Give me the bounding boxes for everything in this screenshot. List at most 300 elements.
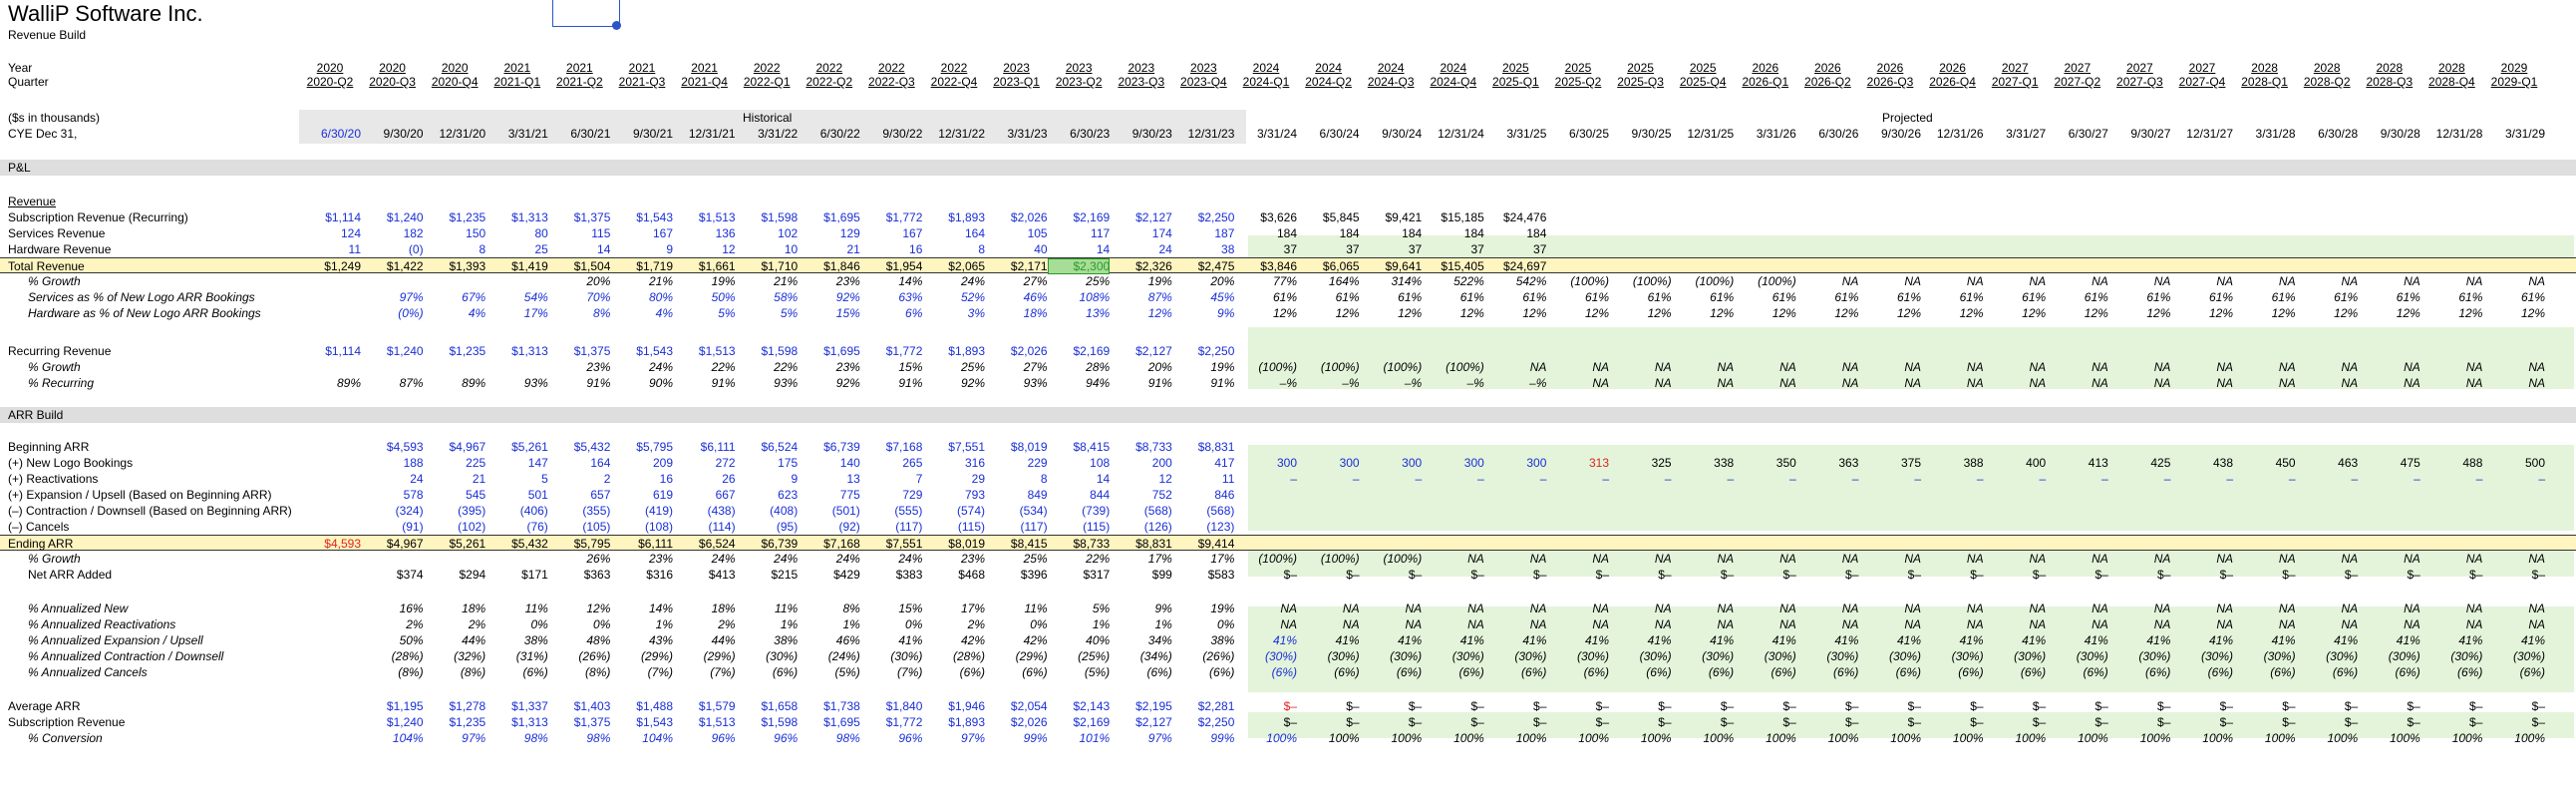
value-cell[interactable]: 225 xyxy=(466,456,486,470)
value-cell[interactable]: NA xyxy=(1342,617,1360,631)
value-cell[interactable]: NA xyxy=(2528,360,2545,374)
quarter-cell[interactable]: 2022-Q1 xyxy=(743,75,791,89)
value-cell[interactable]: 200 xyxy=(1151,456,1172,470)
value-cell[interactable]: $8,733 xyxy=(1135,440,1172,454)
value-cell[interactable]: 12% xyxy=(1710,306,1735,320)
value-cell[interactable]: NA xyxy=(1405,602,1423,615)
value-cell[interactable]: $– xyxy=(2282,699,2296,713)
value-cell[interactable]: 20% xyxy=(1147,360,1172,374)
value-cell[interactable]: $1,579 xyxy=(698,699,736,713)
value-cell[interactable]: (108) xyxy=(644,520,673,534)
year-cell[interactable]: 2026 xyxy=(1752,61,1779,75)
value-cell[interactable]: $– xyxy=(1845,715,1859,729)
value-cell[interactable]: 12% xyxy=(2084,306,2108,320)
value-cell[interactable]: (8%) xyxy=(460,665,486,679)
value-cell[interactable]: 28% xyxy=(1086,360,1111,374)
value-cell[interactable]: $1,772 xyxy=(885,210,923,224)
value-cell[interactable]: (30%) xyxy=(890,649,923,663)
value-cell[interactable]: 41% xyxy=(2520,633,2545,647)
value-cell[interactable]: 0% xyxy=(593,617,611,631)
value-cell[interactable]: 8 xyxy=(978,242,985,256)
value-cell[interactable]: $8,019 xyxy=(1010,440,1048,454)
value-cell[interactable]: (6%) xyxy=(2020,665,2047,679)
value-cell[interactable]: $1,419 xyxy=(511,259,548,273)
value-cell[interactable]: 14% xyxy=(898,274,923,288)
value-cell[interactable]: 400 xyxy=(2026,456,2047,470)
value-cell[interactable]: 23% xyxy=(960,552,985,566)
quarter-cell[interactable]: 2025-Q1 xyxy=(1492,75,1539,89)
quarter-cell[interactable]: 2022-Q4 xyxy=(930,75,978,89)
value-cell[interactable]: $6,111 xyxy=(700,440,736,454)
value-cell[interactable]: 41% xyxy=(1834,633,1859,647)
value-cell[interactable]: 58% xyxy=(774,290,799,304)
value-cell[interactable]: $1,235 xyxy=(449,210,486,224)
value-cell[interactable]: 14 xyxy=(1096,472,1111,486)
value-cell[interactable]: 41% xyxy=(1896,633,1921,647)
date-cell[interactable]: 9/30/20 xyxy=(383,127,424,141)
value-cell[interactable]: $4,967 xyxy=(449,440,486,454)
year-cell[interactable]: 2025 xyxy=(1502,61,1529,75)
value-cell[interactable]: NA xyxy=(1966,617,1984,631)
value-cell[interactable]: 229 xyxy=(1027,456,1048,470)
value-cell[interactable]: 17% xyxy=(1210,552,1235,566)
quarter-cell[interactable]: 2025-Q3 xyxy=(1617,75,1664,89)
value-cell[interactable]: $1,772 xyxy=(885,344,923,358)
value-cell[interactable]: $8,415 xyxy=(1010,537,1048,551)
value-cell[interactable]: (6%) xyxy=(1833,665,1859,679)
value-cell[interactable]: 140 xyxy=(839,456,860,470)
value-cell[interactable]: (395) xyxy=(458,504,486,518)
value-cell[interactable]: 11% xyxy=(1024,602,1048,615)
value-cell[interactable]: 388 xyxy=(1963,456,1984,470)
quarter-cell[interactable]: 2026-Q4 xyxy=(1929,75,1976,89)
date-cell[interactable]: 3/31/24 xyxy=(1256,127,1297,141)
value-cell[interactable]: 12% xyxy=(2334,306,2359,320)
value-cell[interactable]: 300 xyxy=(1526,456,1547,470)
value-cell[interactable]: NA xyxy=(2153,602,2171,615)
value-cell[interactable]: 23% xyxy=(586,360,611,374)
value-cell[interactable]: 41% xyxy=(898,633,923,647)
value-cell[interactable]: $1,840 xyxy=(885,699,923,713)
value-cell[interactable]: 167 xyxy=(652,226,673,240)
value-cell[interactable]: 89% xyxy=(462,376,486,390)
quarter-cell[interactable]: 2023-Q2 xyxy=(1055,75,1103,89)
year-cell[interactable]: 2024 xyxy=(1440,61,1467,75)
value-cell[interactable]: 849 xyxy=(1027,488,1048,502)
value-cell[interactable]: 93% xyxy=(523,376,548,390)
value-cell[interactable]: 100% xyxy=(1766,731,1796,745)
value-cell[interactable]: $2,195 xyxy=(1135,699,1172,713)
value-cell[interactable]: $7,168 xyxy=(885,440,923,454)
value-cell[interactable]: 164 xyxy=(964,226,985,240)
quarter-cell[interactable]: 2027-Q4 xyxy=(2178,75,2226,89)
value-cell[interactable]: (6%) xyxy=(2457,665,2483,679)
value-cell[interactable]: 27% xyxy=(1023,274,1048,288)
value-cell[interactable]: $8,831 xyxy=(1135,537,1172,551)
value-cell[interactable]: NA xyxy=(1841,360,1859,374)
value-cell[interactable]: $2,026 xyxy=(1010,715,1048,729)
value-cell[interactable]: 37 xyxy=(1470,242,1484,256)
value-cell[interactable]: $316 xyxy=(646,568,673,582)
value-cell[interactable]: 41% xyxy=(1584,633,1609,647)
value-cell[interactable]: (6%) xyxy=(1022,665,1048,679)
value-cell[interactable]: (26%) xyxy=(578,649,611,663)
value-cell[interactable]: 92% xyxy=(960,376,985,390)
year-cell[interactable]: 2022 xyxy=(753,61,781,75)
value-cell[interactable]: 61% xyxy=(1710,290,1735,304)
value-cell[interactable]: 61% xyxy=(2334,290,2359,304)
value-cell[interactable]: (6%) xyxy=(2270,665,2296,679)
value-cell[interactable]: NA xyxy=(2465,274,2483,288)
value-cell[interactable]: NA xyxy=(2153,274,2171,288)
date-cell[interactable]: 3/31/23 xyxy=(1007,127,1048,141)
value-cell[interactable]: (100%) xyxy=(1632,274,1672,288)
value-cell[interactable]: (30%) xyxy=(2326,649,2359,663)
value-cell[interactable]: 175 xyxy=(778,456,799,470)
value-cell[interactable]: (6%) xyxy=(2395,665,2420,679)
value-cell[interactable]: 846 xyxy=(1214,488,1235,502)
value-cell[interactable]: 182 xyxy=(403,226,424,240)
value-cell[interactable]: (6%) xyxy=(1708,665,1735,679)
value-cell[interactable]: $– xyxy=(2219,568,2233,582)
value-cell[interactable]: $– xyxy=(2344,568,2359,582)
value-cell[interactable]: 314% xyxy=(1391,274,1423,288)
quarter-cell[interactable]: 2027-Q1 xyxy=(1991,75,2039,89)
value-cell[interactable]: $1,114 xyxy=(325,344,361,358)
value-cell[interactable]: 100% xyxy=(1515,731,1547,745)
value-cell[interactable]: NA xyxy=(2216,617,2233,631)
value-cell[interactable]: 18% xyxy=(711,602,736,615)
value-cell[interactable]: $1,488 xyxy=(636,699,673,713)
value-cell[interactable]: (100%) xyxy=(1383,552,1423,566)
value-cell[interactable]: (28%) xyxy=(952,649,985,663)
value-cell[interactable]: (30%) xyxy=(2076,649,2108,663)
value-cell[interactable]: (30%) xyxy=(1702,649,1735,663)
value-cell[interactable]: 272 xyxy=(715,456,736,470)
value-cell[interactable]: $– xyxy=(1533,715,1547,729)
value-cell[interactable]: $2,171 xyxy=(1010,259,1048,273)
value-cell[interactable]: 2% xyxy=(718,617,736,631)
value-cell[interactable]: NA xyxy=(1779,617,1796,631)
value-cell[interactable]: NA xyxy=(2092,617,2108,631)
value-cell[interactable]: $– xyxy=(1470,715,1484,729)
value-cell[interactable]: $6,739 xyxy=(823,440,860,454)
year-cell[interactable]: 2027 xyxy=(2188,61,2216,75)
value-cell[interactable]: 300 xyxy=(1276,456,1297,470)
value-cell[interactable]: 91% xyxy=(711,376,736,390)
value-cell[interactable]: (30%) xyxy=(2138,649,2171,663)
value-cell[interactable]: 338 xyxy=(1714,456,1735,470)
year-cell[interactable]: 2027 xyxy=(2001,61,2029,75)
value-cell[interactable]: 23% xyxy=(648,552,673,566)
quarter-cell[interactable]: 2020-Q2 xyxy=(306,75,354,89)
value-cell[interactable]: $– xyxy=(1970,715,1984,729)
value-cell[interactable]: (30%) xyxy=(2450,649,2483,663)
value-cell[interactable]: 41% xyxy=(2271,633,2296,647)
value-cell[interactable]: 578 xyxy=(403,488,424,502)
value-cell[interactable]: NA xyxy=(1966,602,1984,615)
value-cell[interactable]: (30%) xyxy=(2512,649,2545,663)
value-cell[interactable]: 12% xyxy=(1771,306,1796,320)
value-cell[interactable]: 100% xyxy=(2327,731,2359,745)
value-cell[interactable]: – xyxy=(1290,472,1297,486)
value-cell[interactable]: $– xyxy=(1470,699,1484,713)
value-cell[interactable]: $2,300 xyxy=(1073,259,1111,273)
value-cell[interactable]: (24%) xyxy=(827,649,860,663)
value-cell[interactable]: 184 xyxy=(1339,226,1360,240)
value-cell[interactable]: 102 xyxy=(778,226,799,240)
value-cell[interactable]: (30%) xyxy=(1888,649,1921,663)
value-cell[interactable]: 117 xyxy=(1091,226,1111,240)
year-cell[interactable]: 2023 xyxy=(1127,61,1155,75)
value-cell[interactable]: 11% xyxy=(524,602,548,615)
value-cell[interactable]: (30%) xyxy=(1327,649,1360,663)
value-cell[interactable]: NA xyxy=(2092,376,2108,390)
date-cell[interactable]: 6/30/27 xyxy=(2068,127,2108,141)
value-cell[interactable]: NA xyxy=(2528,376,2545,390)
value-cell[interactable]: $– xyxy=(1533,699,1547,713)
value-cell[interactable]: 24% xyxy=(711,552,736,566)
value-cell[interactable]: 54% xyxy=(523,290,548,304)
value-cell[interactable]: 450 xyxy=(2275,456,2296,470)
value-cell[interactable]: 41% xyxy=(1398,633,1423,647)
value-cell[interactable]: 6% xyxy=(905,306,923,320)
value-cell[interactable]: $– xyxy=(2157,715,2171,729)
value-cell[interactable]: 12% xyxy=(2146,306,2171,320)
value-cell[interactable]: $– xyxy=(1346,568,1360,582)
value-cell[interactable]: $7,168 xyxy=(823,537,860,551)
value-cell[interactable]: $– xyxy=(2094,699,2108,713)
value-cell[interactable]: 94% xyxy=(1086,376,1111,390)
value-cell[interactable]: 61% xyxy=(1896,290,1921,304)
value-cell[interactable]: (26%) xyxy=(1202,649,1235,663)
value-cell[interactable]: 187 xyxy=(1214,226,1235,240)
value-cell[interactable]: 92% xyxy=(835,376,860,390)
value-cell[interactable]: 9% xyxy=(1154,602,1172,615)
value-cell[interactable]: $429 xyxy=(833,568,860,582)
value-cell[interactable]: 10 xyxy=(784,242,799,256)
value-cell[interactable]: NA xyxy=(2404,360,2420,374)
date-cell[interactable]: 12/31/27 xyxy=(2186,127,2233,141)
value-cell[interactable]: 22% xyxy=(774,360,799,374)
value-cell[interactable]: 37 xyxy=(1533,242,1547,256)
value-cell[interactable]: (115) xyxy=(1083,520,1111,534)
value-cell[interactable]: (32%) xyxy=(454,649,486,663)
date-cell[interactable]: 9/30/26 xyxy=(1880,127,1921,141)
value-cell[interactable]: $1,313 xyxy=(511,344,548,358)
value-cell[interactable]: NA xyxy=(1904,360,1921,374)
value-cell[interactable]: NA xyxy=(1966,360,1984,374)
year-cell[interactable]: 2025 xyxy=(1627,61,1654,75)
value-cell[interactable]: 90% xyxy=(648,376,673,390)
value-cell[interactable]: $– xyxy=(1782,568,1796,582)
value-cell[interactable]: NA xyxy=(2216,602,2233,615)
value-cell[interactable]: NA xyxy=(1904,617,1921,631)
value-cell[interactable]: NA xyxy=(1841,376,1859,390)
value-cell[interactable]: (6%) xyxy=(2145,665,2171,679)
date-cell[interactable]: 9/30/24 xyxy=(1382,127,1423,141)
value-cell[interactable]: 167 xyxy=(902,226,923,240)
value-cell[interactable]: 1% xyxy=(1154,617,1172,631)
value-cell[interactable]: 300 xyxy=(1463,456,1484,470)
value-cell[interactable]: 8% xyxy=(842,602,860,615)
quarter-cell[interactable]: 2022-Q3 xyxy=(868,75,915,89)
value-cell[interactable]: (100%) xyxy=(1258,360,1297,374)
value-cell[interactable]: $– xyxy=(1346,699,1360,713)
value-cell[interactable]: NA xyxy=(2404,376,2420,390)
value-cell[interactable]: (6%) xyxy=(1458,665,1484,679)
value-cell[interactable]: $583 xyxy=(1207,568,1235,582)
value-cell[interactable]: NA xyxy=(2528,274,2545,288)
value-cell[interactable]: 61% xyxy=(1959,290,1984,304)
value-cell[interactable]: NA xyxy=(1467,602,1484,615)
value-cell[interactable]: – xyxy=(1539,472,1547,486)
value-cell[interactable]: 100% xyxy=(2078,731,2108,745)
value-cell[interactable]: NA xyxy=(1280,602,1297,615)
value-cell[interactable]: 91% xyxy=(586,376,611,390)
value-cell[interactable]: 19% xyxy=(1210,602,1235,615)
value-cell[interactable]: 43% xyxy=(648,633,673,647)
date-cell[interactable]: 9/30/22 xyxy=(882,127,923,141)
value-cell[interactable]: $6,111 xyxy=(638,537,673,551)
value-cell[interactable]: $317 xyxy=(1083,568,1111,582)
value-cell[interactable]: NA xyxy=(2528,617,2545,631)
value-cell[interactable]: 48% xyxy=(586,633,611,647)
value-cell[interactable]: (739) xyxy=(1082,504,1111,518)
value-cell[interactable]: 98% xyxy=(835,731,860,745)
value-cell[interactable]: 99% xyxy=(1210,731,1235,745)
value-cell[interactable]: 61% xyxy=(2146,290,2171,304)
value-cell[interactable]: 15% xyxy=(835,306,860,320)
year-cell[interactable]: 2022 xyxy=(940,61,968,75)
value-cell[interactable]: 50% xyxy=(711,290,736,304)
date-cell[interactable]: 9/30/21 xyxy=(632,127,673,141)
value-cell[interactable]: (324) xyxy=(395,504,424,518)
value-cell[interactable]: $294 xyxy=(459,568,486,582)
value-cell[interactable]: 41% xyxy=(1272,633,1297,647)
value-cell[interactable]: (25%) xyxy=(1078,649,1111,663)
value-cell[interactable]: 21% xyxy=(774,274,799,288)
value-cell[interactable]: NA xyxy=(2153,617,2171,631)
value-cell[interactable]: NA xyxy=(1841,274,1859,288)
value-cell[interactable]: $5,432 xyxy=(573,440,611,454)
value-cell[interactable]: 44% xyxy=(462,633,486,647)
value-cell[interactable]: $2,169 xyxy=(1073,210,1111,224)
value-cell[interactable]: 97% xyxy=(462,731,486,745)
value-cell[interactable]: 100% xyxy=(1578,731,1609,745)
date-cell[interactable]: 9/30/27 xyxy=(2130,127,2171,141)
value-cell[interactable]: 22% xyxy=(1086,552,1111,566)
value-cell[interactable]: 61% xyxy=(1335,290,1360,304)
value-cell[interactable]: 100% xyxy=(1703,731,1735,745)
value-cell[interactable]: 41% xyxy=(2022,633,2047,647)
value-cell[interactable]: 12 xyxy=(722,242,736,256)
value-cell[interactable]: 61% xyxy=(2396,290,2420,304)
value-cell[interactable]: 77% xyxy=(1272,274,1297,288)
value-cell[interactable]: $1,403 xyxy=(573,699,611,713)
value-cell[interactable]: NA xyxy=(2029,360,2047,374)
year-cell[interactable]: 2027 xyxy=(2126,61,2153,75)
date-cell[interactable]: 12/31/26 xyxy=(1936,127,1984,141)
value-cell[interactable]: NA xyxy=(2278,617,2296,631)
value-cell[interactable]: 488 xyxy=(2462,456,2483,470)
value-cell[interactable]: NA xyxy=(1904,602,1921,615)
value-cell[interactable]: $1,313 xyxy=(511,210,548,224)
year-cell[interactable]: 2024 xyxy=(1252,61,1280,75)
value-cell[interactable]: 350 xyxy=(1775,456,1796,470)
value-cell[interactable]: 209 xyxy=(652,456,673,470)
value-cell[interactable]: NA xyxy=(2341,602,2359,615)
value-cell[interactable]: NA xyxy=(2404,552,2420,566)
value-cell[interactable]: 25% xyxy=(1023,552,1048,566)
value-cell[interactable]: NA xyxy=(2278,360,2296,374)
value-cell[interactable]: 24 xyxy=(410,472,424,486)
value-cell[interactable]: 12 xyxy=(1158,472,1172,486)
value-cell[interactable]: $2,127 xyxy=(1135,210,1172,224)
value-cell[interactable]: (7%) xyxy=(710,665,736,679)
value-cell[interactable]: $1,738 xyxy=(823,699,860,713)
quarter-cell[interactable]: 2020-Q4 xyxy=(431,75,479,89)
value-cell[interactable]: $1,235 xyxy=(449,715,486,729)
value-cell[interactable]: $1,543 xyxy=(636,715,673,729)
value-cell[interactable]: (123) xyxy=(1206,520,1235,534)
value-cell[interactable]: 61% xyxy=(1522,290,1547,304)
value-cell[interactable]: NA xyxy=(2216,376,2233,390)
value-cell[interactable]: 61% xyxy=(1647,290,1672,304)
value-cell[interactable]: 20% xyxy=(586,274,611,288)
value-cell[interactable]: $– xyxy=(1470,568,1484,582)
value-cell[interactable]: 313 xyxy=(1588,456,1609,470)
value-cell[interactable]: 17% xyxy=(1147,552,1172,566)
value-cell[interactable]: $– xyxy=(2032,699,2047,713)
quarter-cell[interactable]: 2023-Q3 xyxy=(1118,75,1165,89)
value-cell[interactable]: 12% xyxy=(1459,306,1484,320)
value-cell[interactable]: (28%) xyxy=(391,649,424,663)
value-cell[interactable]: $5,795 xyxy=(636,440,673,454)
value-cell[interactable]: NA xyxy=(2029,617,2047,631)
value-cell[interactable]: (6%) xyxy=(2207,665,2233,679)
value-cell[interactable]: $– xyxy=(2469,699,2483,713)
value-cell[interactable]: 41% xyxy=(2334,633,2359,647)
value-cell[interactable]: 752 xyxy=(1151,488,1172,502)
value-cell[interactable]: 417 xyxy=(1214,456,1235,470)
value-cell[interactable]: 23% xyxy=(835,360,860,374)
value-cell[interactable]: $215 xyxy=(771,568,799,582)
value-cell[interactable]: $– xyxy=(2032,568,2047,582)
value-cell[interactable]: 52% xyxy=(960,290,985,304)
value-cell[interactable]: NA xyxy=(1717,376,1735,390)
quarter-cell[interactable]: 2028-Q4 xyxy=(2428,75,2475,89)
value-cell[interactable]: $– xyxy=(2157,699,2171,713)
date-cell[interactable]: 6/30/22 xyxy=(819,127,860,141)
value-cell[interactable]: (408) xyxy=(770,504,799,518)
value-cell[interactable]: (0%) xyxy=(398,306,424,320)
value-cell[interactable]: 100% xyxy=(2451,731,2483,745)
value-cell[interactable]: 41% xyxy=(1771,633,1796,647)
value-cell[interactable]: 136 xyxy=(715,226,736,240)
value-cell[interactable]: 12% xyxy=(2458,306,2483,320)
year-cell[interactable]: 2021 xyxy=(628,61,656,75)
value-cell[interactable]: 2% xyxy=(468,617,486,631)
value-cell[interactable]: 41% xyxy=(2458,633,2483,647)
value-cell[interactable]: 619 xyxy=(652,488,673,502)
value-cell[interactable]: 12% xyxy=(2208,306,2233,320)
value-cell[interactable]: 522% xyxy=(1453,274,1484,288)
value-cell[interactable]: NA xyxy=(1717,617,1735,631)
value-cell[interactable]: 12% xyxy=(1398,306,1423,320)
value-cell[interactable]: 38% xyxy=(523,633,548,647)
quarter-cell[interactable]: 2028-Q3 xyxy=(2366,75,2414,89)
